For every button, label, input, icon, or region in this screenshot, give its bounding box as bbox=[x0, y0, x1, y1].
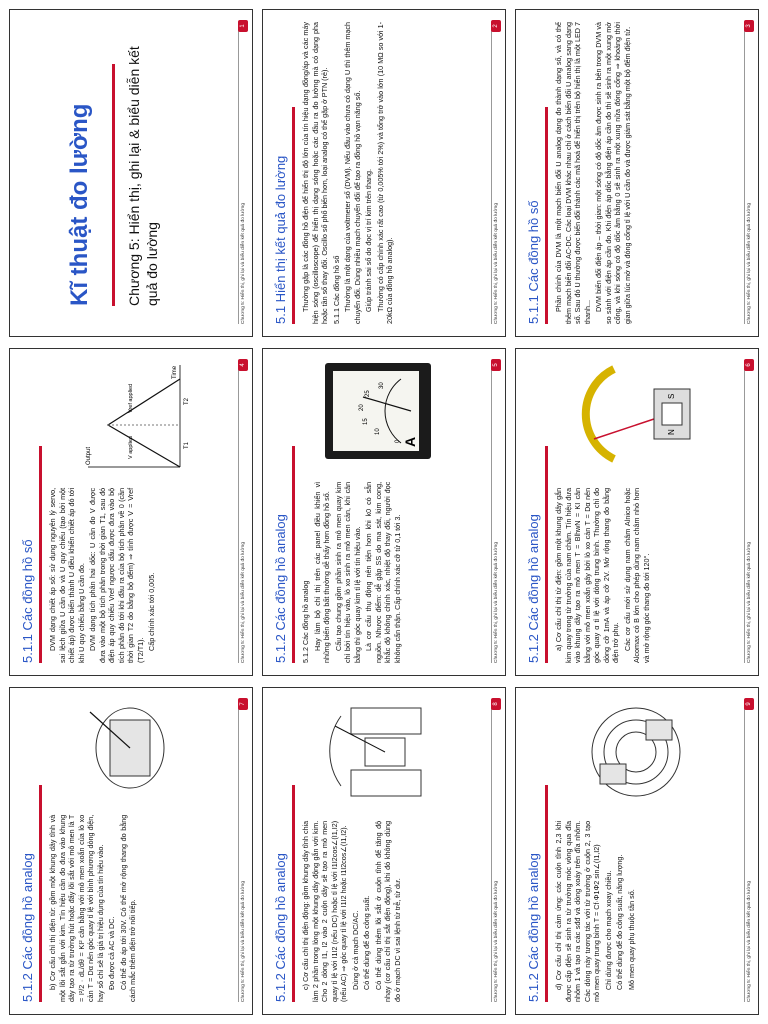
slide-footer: Chương 5: Hiển thị, ghi lại và biểu diễn kết quả đo lường bbox=[491, 700, 499, 1002]
subheading: 5.1.1 Các đồng hồ số bbox=[331, 255, 341, 325]
paragraph: Có thể dùng để đo công suất, năng lượng. bbox=[615, 854, 625, 990]
slide-body bbox=[301, 22, 395, 324]
slide-body bbox=[48, 814, 138, 1001]
slide-6 bbox=[515, 348, 759, 676]
paragraph: Các cơ cấu mới sử dụng nam châm Alnico hoặc Alcomax có B lớn cho phép dùng nam châm nhỏ hơn và mở rộng góc thang đo tới 120°. bbox=[622, 487, 651, 663]
title-underline bbox=[39, 784, 42, 1001]
slide-cell-4 bbox=[8, 347, 253, 678]
slide-body bbox=[554, 488, 651, 663]
slide-5 bbox=[262, 348, 506, 676]
page-number: 6 bbox=[744, 359, 754, 371]
paragraph: DVM biến đổi điện áp – thời gian: một sóng có độ dốc âm được sinh ra bên trong DVM và so sánh với điện áp cần đo. Khi điện áp dốc bằng điện áp cần đo thì sẽ sinh ra một xung mở cổng, và khi sóng có độ dốc âm bằng 0 sẽ sinh ra một xung nữa đóng cổng ⇒ khoảng thời gian giữa lúc mở và đóng cổng tỉ lệ với U cần đo và được giám sát bằng một bộ đếm điện tử. bbox=[594, 22, 632, 325]
slide-subtitle: Chương 5: Hiển thị, ghi lại & biểu diễn kết quả đo lường bbox=[125, 46, 160, 307]
paragraph: Cấp chính xác tới 0,005. bbox=[146, 572, 156, 651]
induction-diagram bbox=[576, 698, 696, 806]
time-label: Time bbox=[171, 365, 178, 379]
meter-letter: A bbox=[401, 436, 418, 447]
svg-text:S: S bbox=[667, 393, 677, 399]
ammeter-image bbox=[323, 361, 433, 461]
slide-body bbox=[301, 482, 402, 663]
paragraph: Hay làm bộ chỉ thị trên các panel điều khiển vì những biến động bất thường dễ thấy hơn đồng hồ số. bbox=[312, 481, 331, 663]
paragraph: d) Cơ cấu chỉ thị cảm ứng: các cuộn tĩnh 2,3 khi được cấp điện sẽ sinh ra từ trường móc vòng qua đĩa nhôm 1 và tạo ra các sđđ và dòng xoáy trên đĩa nhôm. Các dòng này tương tác với từ trường ở cuộn 2, 3 tạo mô men quay trung bình T = Cf·Φ1Φ2 sin∠(I1,I2) bbox=[554, 820, 602, 1002]
slide-body bbox=[301, 820, 402, 1001]
page-number: 5 bbox=[491, 359, 501, 371]
paragraph: Có thể đo áp tới 30V. Có thể mở rộng thang đo bằng cách mắc thêm điện trở nối tiếp. bbox=[118, 814, 137, 1002]
slide-title: 5.1.1 Các đồng hồ số bbox=[526, 200, 542, 325]
slide-body bbox=[554, 22, 632, 324]
slide-grid bbox=[8, 8, 760, 1016]
slide-cell-9 bbox=[515, 685, 760, 1016]
slide-cell-1 bbox=[8, 8, 253, 339]
slide-1 bbox=[9, 9, 253, 337]
slide-footer: Chương 5: Hiển thị, ghi lại và biểu diễn kết quả đo lường bbox=[491, 361, 499, 663]
svg-text:N: N bbox=[667, 429, 677, 435]
page-number: 1 bbox=[238, 20, 248, 32]
slide-2 bbox=[262, 9, 506, 337]
page-number: 3 bbox=[744, 20, 754, 32]
slide-cell-2 bbox=[261, 8, 506, 339]
slide-cell-7 bbox=[8, 685, 253, 1016]
t2-label: T2 bbox=[183, 397, 190, 405]
paragraph: c) Cơ cấu chỉ thị điện động: gồm khung dây tĩnh chia làm 2 phần trong lòng một khung dây động gắn với kim. Cho 2 dòng I1, I2 vào 2 cuộn dây sẽ tạo ra mô men quay tỉ lệ với I1I2 (nếu DC) hoặc tỉ lệ với I1I2cos∠(I1,I2) (nếu AC) ⇒ góc quay tỉ lệ với I1I2 hoặc I1I2cos∠(I1,I2). bbox=[300, 820, 348, 1002]
paragraph: Thường là một dạng của voltmeter số (DVM). Nếu đầu vào chưa có dạng U thì thêm mạch chuyển đổi. Dùng nhiều mạch chuyển đổi để tạo ra đồng hồ vạn năng số. bbox=[342, 22, 362, 325]
slide-footer: Chương 5: Hiển thị, ghi lại và biểu diễn kết quả đo lường bbox=[238, 22, 246, 324]
paragraph: Là cơ cấu thụ động nên tiện hơn khi k0 có sẵn nguồn. Nhược điểm: dễ gặp SS do ma sát, kim cong, khắc độ không chính xác, nhiệt độ thay đổi, người đọc không cẩn thận. Cấp chính xác cỡ tử 0,1 tới 3. bbox=[363, 481, 402, 663]
slide-title: 5.1.2 Các đồng hồ analog bbox=[526, 852, 542, 1002]
moving-coil-diagram bbox=[574, 359, 704, 469]
meter-tick: 25 bbox=[364, 390, 371, 397]
paragraph: a) Cơ cấu chỉ thị từ điện: gồm một khung dây gắn kim quay trong từ trường của nam châm. Tín hiệu đưa vào khung dây tạo ra mô men T = BlhwN = KI cân bằng với mô men xoắn gây bởi lò xo cản T = Dα nên góc quay α tỉ lệ với dòng trung bình. Thường chỉ đo dòng cỡ 1mA và áp cỡ 2V. Mở rộng thang đo bằng điện trở phụ. bbox=[554, 487, 621, 663]
slide-title: 5.1 Hiển thị kết quả đo lường bbox=[272, 156, 288, 325]
paragraph: DVM dạng tích phân hai dốc: U cần đo V được đưa vào một bộ tích phân trong thời gian T1, sau đó điện áp quy chiếu Vref ngược dấu được đưa vào bộ tích phân đó tới khi đầu ra của bộ tích phân về 0 (cần thời gian T2 do bằng bộ đếm) ⇒ tính được V = Vref (T2/T1). bbox=[87, 487, 145, 663]
slide-footer: Chương 5: Hiển thị, ghi lại và biểu diễn kết quả đo lường bbox=[238, 700, 246, 1002]
slide-7 bbox=[9, 687, 253, 1015]
slide-body bbox=[48, 488, 157, 663]
meter-tick: 30 bbox=[378, 382, 385, 389]
paragraph: Chỉ dùng được cho mạch xoay chiều. bbox=[603, 870, 613, 990]
slide-body bbox=[554, 820, 636, 1001]
electrodynamic-diagram bbox=[321, 698, 441, 806]
slide-footer: Chương 5: Hiển thị, ghi lại và biểu diễn kết quả đo lường bbox=[744, 361, 752, 663]
slide-footer: Chương 5: Hiển thị, ghi lại và biểu diễn kết quả đo lường bbox=[491, 22, 499, 324]
meter-tick: 0 bbox=[394, 439, 401, 443]
meter-tick: 15 bbox=[362, 418, 369, 425]
paragraph: Dùng ở cả mạch DC/AC. bbox=[350, 910, 360, 990]
paragraph: Phần chính của DVM là một mạch biến đổi U analog dạng đo thành dạng số, và có thể thêm mạch biến đổi AC-DC. Các loại DVM khác nhau chỉ ở cách biến đổi U analog sang dạng số. Sau đó U thường được biến đổi thành các mã hoá để hiển thị trên bộ hiển thị là một LED 7 thanh... bbox=[554, 22, 592, 325]
slide-cell-6 bbox=[515, 347, 760, 678]
slide-title: 5.1.2 Các đồng hồ analog bbox=[272, 852, 288, 1002]
meter-tick: 10 bbox=[374, 428, 381, 435]
page-number: 2 bbox=[491, 20, 501, 32]
paragraph: Thường có cấp chính xác rất cao (từ 0,005% tới 2%) và tổng trở vào lớn (10 MΩ so với 1-20kΩ của đồng hồ analog). bbox=[375, 22, 394, 325]
slide-title: Kĩ thuật đo lường bbox=[65, 103, 93, 307]
paragraph: Cấu tạo chung gồm phần sinh ra mô men quay kim chỉ bởi tín hiệu vào, lò xo sinh ra mô men cản, khi cân bằng thì góc quay kim tỉ lệ với tín hiệu vào. bbox=[333, 481, 362, 663]
slide-9 bbox=[515, 687, 759, 1015]
dual-slope-diagram bbox=[80, 359, 190, 477]
slide-cell-8 bbox=[261, 685, 506, 1016]
title-underline bbox=[545, 784, 548, 1001]
title-underline bbox=[545, 107, 548, 324]
page-number: 8 bbox=[491, 698, 501, 710]
slide-title: 5.1.2 Các đồng hồ analog bbox=[526, 514, 542, 663]
title-underline bbox=[292, 107, 295, 324]
page-number: 7 bbox=[238, 698, 248, 710]
title-underline bbox=[112, 65, 115, 307]
slide-3 bbox=[515, 9, 759, 337]
paragraph: Có thể dùng thêm lõi sắt ở cuộn tĩnh để tăng độ nhạy (cơ cấu chỉ thị sắt điện động), khi đó không dùng đo ở mạch DC vì sai lệnh từ trễ, từ dư. bbox=[373, 820, 402, 1002]
slide-footer: Chương 5: Hiển thị, ghi lại và biểu diễn kết quả đo lường bbox=[744, 700, 752, 1002]
slide-footer: Chương 5: Hiển thị, ghi lại và biểu diễn kết quả đo lường bbox=[238, 361, 246, 663]
page-number: 9 bbox=[744, 698, 754, 710]
slide-cell-5 bbox=[261, 347, 506, 678]
moving-iron-diagram bbox=[70, 698, 180, 798]
title-underline bbox=[545, 446, 548, 663]
slide-title: 5.1.2 Các đồng hồ analog bbox=[19, 852, 35, 1002]
page-number: 4 bbox=[238, 359, 248, 371]
paragraph: Giúp tránh sai số do đọc vị trí kim trên thang. bbox=[363, 169, 373, 313]
slide-title: 5.1.1 Các đồng hồ số bbox=[19, 539, 35, 663]
slide-title: 5.1.2 Các đồng hồ analog bbox=[272, 514, 288, 663]
paragraph: DVM dạng chiết áp số: sử dụng nguyên lý servo, sai lệch giữa U cần đo và U quy chiếu (tạo bởi một chiết áp) được biến thành U điều khiển chiết áp đó tới khi U quy chiếu bằng U cần đo. bbox=[47, 487, 86, 663]
title-underline bbox=[39, 446, 42, 663]
applied-label: V applied bbox=[127, 436, 134, 459]
paragraph: b) Cơ cấu chỉ thị điện từ: gồm một khung dây tĩnh và một lõi sắt gắn với kim. Tín hiệu cần đo đưa vào khung dây tạo ra từ trường hút hoặc đẩy lõi sắt với mô men là T = I²/2 · dL/dθ = KI² cân bằng với mô men xoắn của lò xo cản T = Dα nên góc quay tỉ lệ với bình phương dòng điện, hay số chỉ sẽ là giá trị hiệu dụng của tín hiệu vào. bbox=[47, 814, 105, 1002]
t1-label: T1 bbox=[183, 441, 190, 449]
paragraph: Mô men quay phụ thuộc tần số. bbox=[626, 888, 636, 990]
output-label: Output bbox=[85, 446, 92, 465]
slide-cell-3 bbox=[515, 8, 760, 339]
meter-tick: 20 bbox=[358, 404, 365, 411]
paragraph: Đo được cả AC và DC. bbox=[106, 916, 116, 990]
vref-label: Vref applied bbox=[127, 383, 134, 413]
slide-8 bbox=[262, 687, 506, 1015]
paragraph: Thường gặp là các đồng hồ điện để hiển thị độ lớn của tín hiệu dạng đồng/áp và các máy hiện sóng (oscilloscope) để hiển thị dạng sóng hoặc các đầu ra đo lường mà có dạng pha hoặc tần số thay đổi. Oscillo số phổ biến hơn, loại analog có thể gặp ở PTN (rẻ). bbox=[300, 22, 329, 325]
subheading: 5.1.2 Các đồng hồ analog bbox=[300, 580, 310, 663]
title-underline bbox=[292, 784, 295, 1001]
slide-4 bbox=[9, 348, 253, 676]
paragraph: Có thể dùng để đo công suất. bbox=[361, 895, 371, 990]
title-underline bbox=[292, 446, 295, 663]
slide-footer: Chương 5: Hiển thị, ghi lại và biểu diễn kết quả đo lường bbox=[744, 22, 752, 324]
